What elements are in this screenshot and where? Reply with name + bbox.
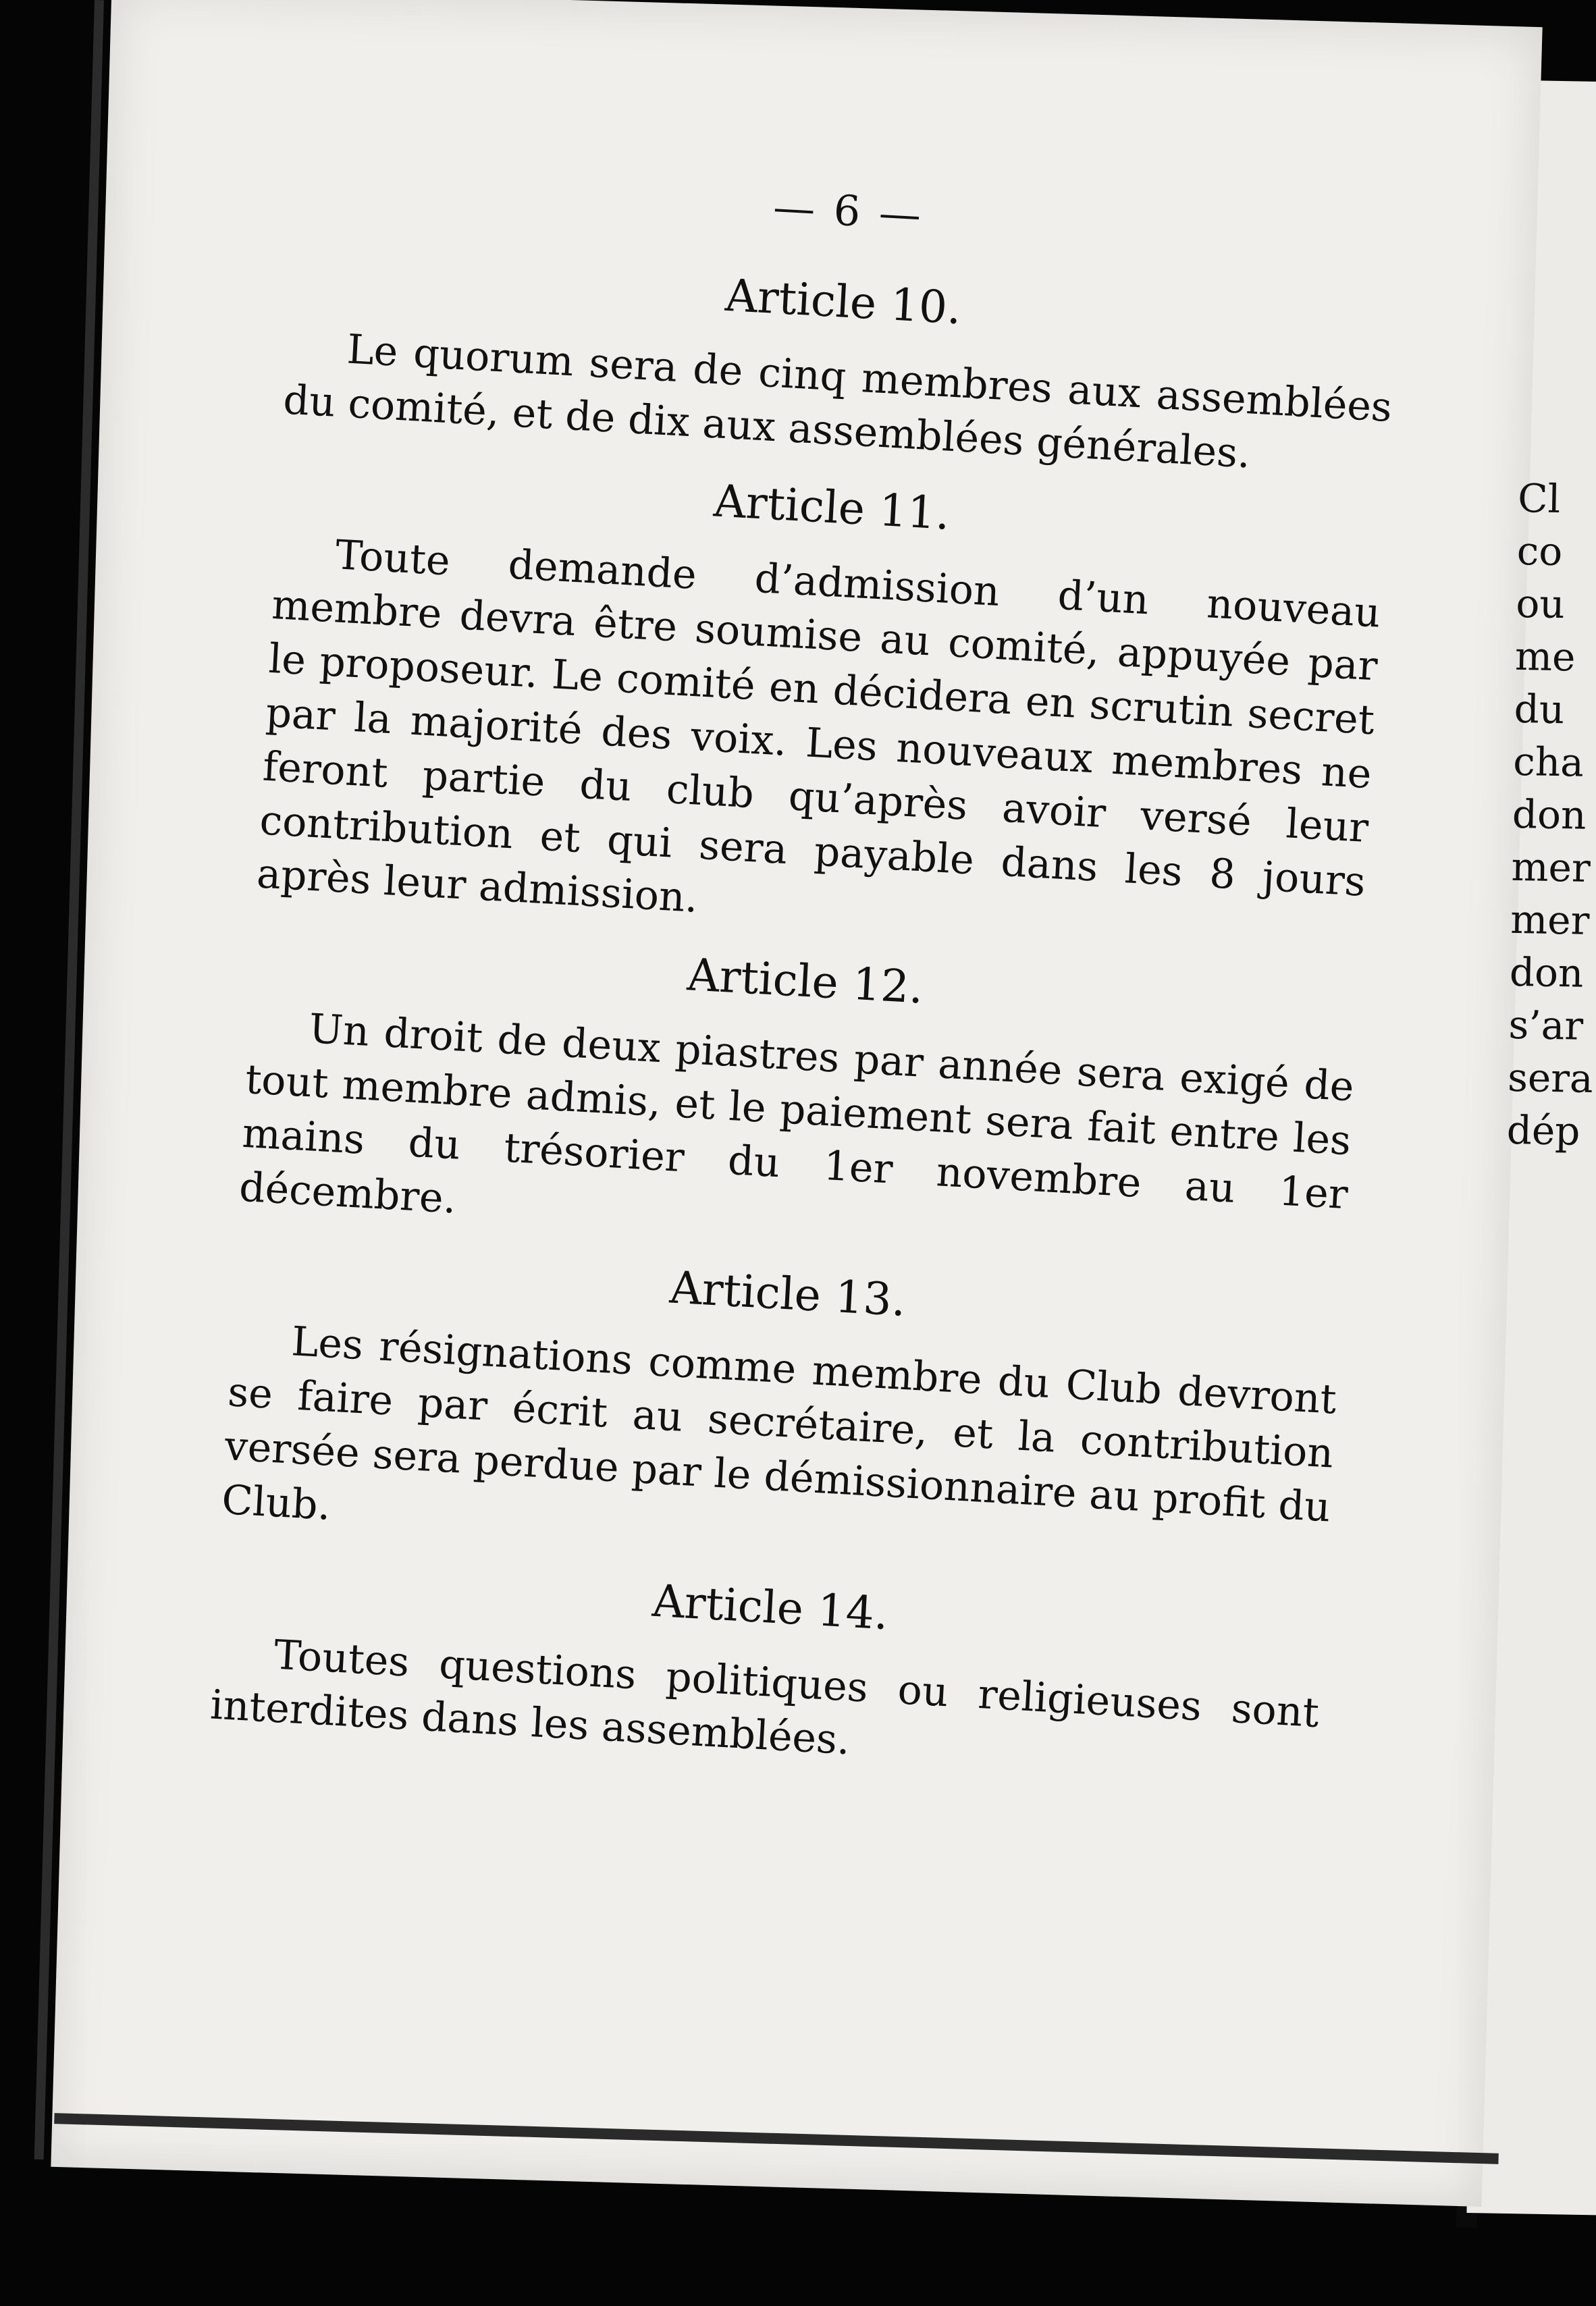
article-body: Les résignations comme membre du Club devront se faire par écrit au secrétaire, et la contribution versée sera perdue par le démissionnaire au profit du Club. [220, 1318, 1338, 1532]
article-title: Article 11. [712, 474, 951, 540]
article-body: Un droit de deux piastres par année sera exigé de tout membre admis, et le paiement sera fait entre les mains du trésorier du 1er novembre au 1er décembre. [238, 1005, 1356, 1223]
page-content [209, 155, 1402, 1794]
article-title: Article 13. [668, 1261, 907, 1327]
article-title: Article 14. [651, 1574, 890, 1640]
adjacent-fragment: s’ar [1508, 1001, 1584, 1049]
adjacent-fragment: mer [1510, 896, 1590, 944]
article-body: Toutes questions politiques ou religieuses sont interdites dans les assemblées. [209, 1631, 1321, 1765]
article-body: Le quorum sera de cinq membres aux assemblées du comité, et de dix aux assemblées générales. [282, 325, 1393, 478]
adjacent-fragment: don [1509, 948, 1584, 996]
article-title: Article 10. [724, 269, 963, 335]
article-12 [238, 924, 1359, 1276]
adjacent-fragment: du [1514, 685, 1565, 733]
adjacent-fragment: sera [1507, 1054, 1594, 1102]
article-11 [255, 450, 1386, 963]
adjacent-fragment: don [1512, 790, 1587, 838]
adjacent-fragment: Cl [1517, 475, 1561, 522]
adjacent-fragment: ou [1515, 580, 1566, 628]
adjacent-page-text [1506, 472, 1596, 1158]
adjacent-fragment: co [1516, 527, 1563, 575]
article-title: Article 12. [686, 948, 925, 1014]
article-13 [220, 1237, 1341, 1589]
article-body: Toute demande d’admission d’un nouveau membre devra être soumise au comité, appuyée par le proposeur. Le comité en décidera en scrutin secret par la majorité des voix. Les nouveaux membres ne feront partie du club qu’après avoir versé leur contribution et qui sera payable dans les 8 jours après leur admission. [255, 531, 1382, 923]
adjacent-fragment: cha [1512, 738, 1585, 786]
adjacent-fragment: dép [1506, 1106, 1581, 1154]
page-number: — 6 — [772, 182, 925, 240]
adjacent-fragment: me [1514, 633, 1576, 680]
adjacent-fragment: mer [1511, 843, 1591, 891]
article-10 [282, 245, 1398, 489]
